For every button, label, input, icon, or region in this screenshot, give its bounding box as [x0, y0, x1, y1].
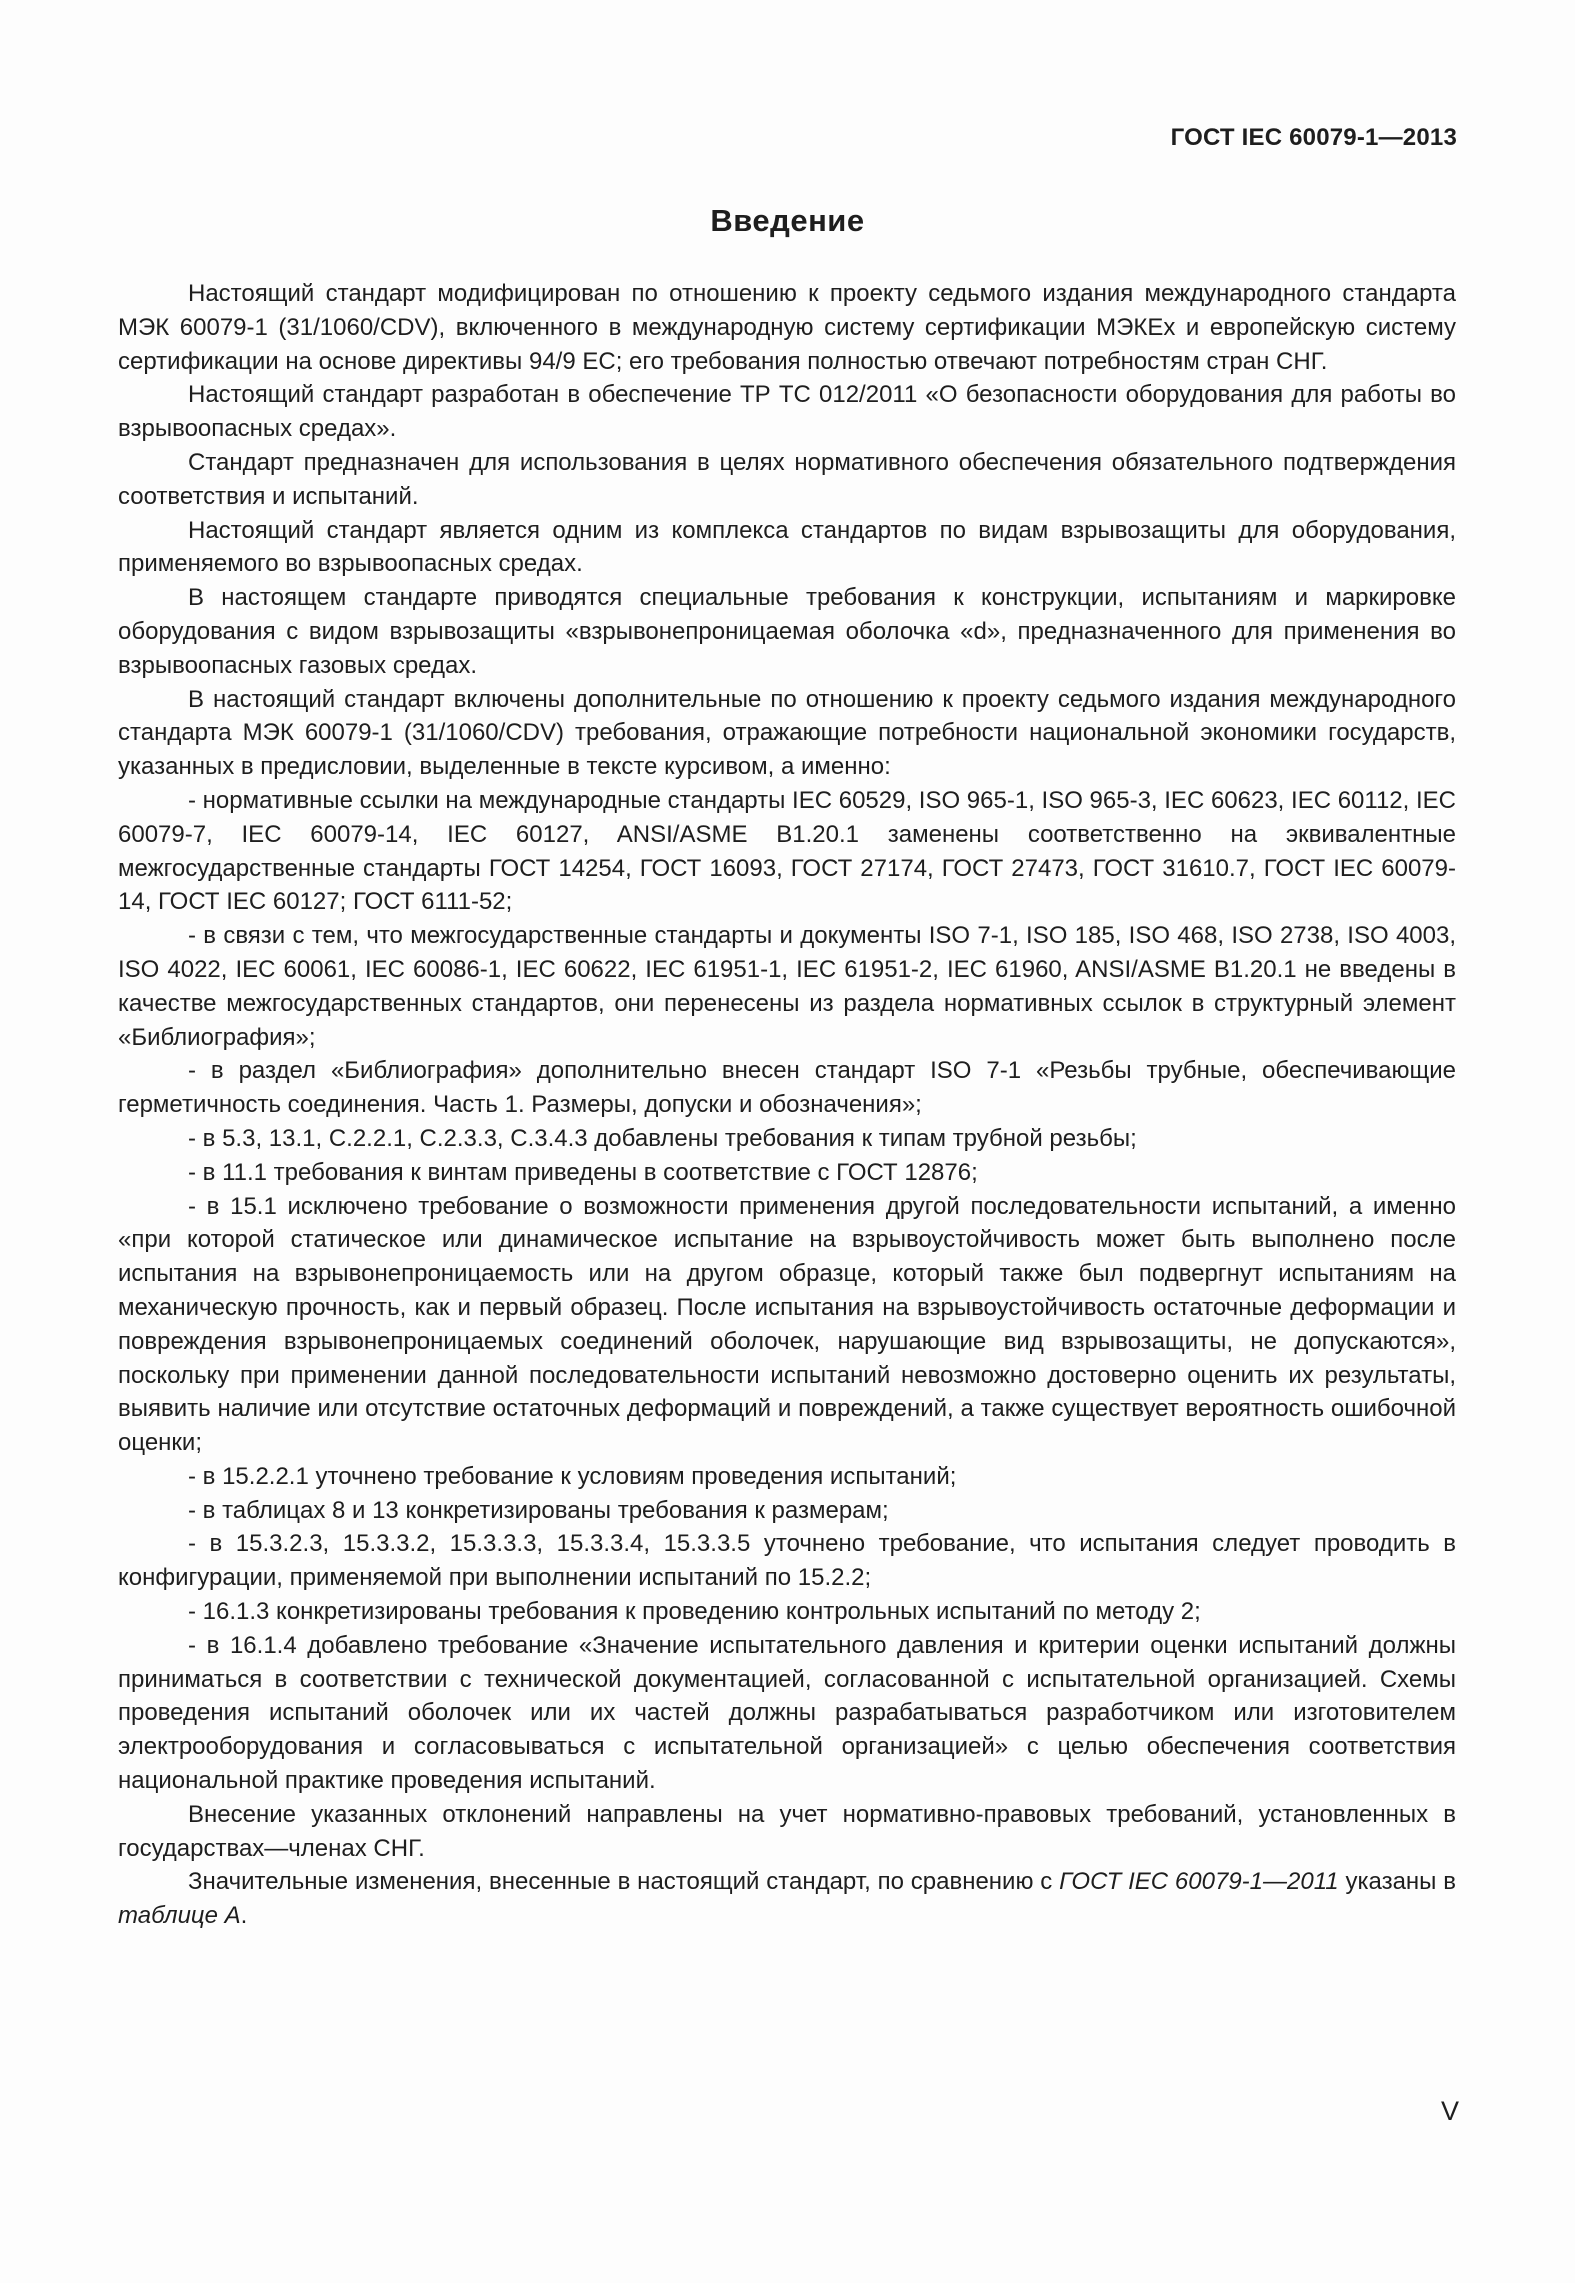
paragraph-changes — [118, 1865, 1456, 1933]
list-item: - в 15.2.2.1 уточнено требование к условиям проведения испытаний; — [188, 1462, 957, 1490]
page-number: V — [1440, 2096, 1459, 2126]
paragraph: В настоящий стандарт включены дополнительные по отношению к проекту седьмого издания международного стандарта МЭК 60079-1 (31/1060/CDV) требования, отражающие потребности национальной экономики государств, указанных в предисловии, выделенные в тексте курсивом, а именно: — [118, 685, 1456, 781]
list-item: - 16.1.3 конкретизированы требования к проведению контрольных испытаний по методу 2; — [188, 1598, 1201, 1626]
list-item: - в 15.3.2.3, 15.3.3.2, 15.3.3.3, 15.3.3.4, 15.3.3.5 уточнено требование, что испытания следует проводить в конфигурации, применяемой при выполнении испытаний по 15.2.2; — [118, 1530, 1456, 1592]
list-item: - в 11.1 требования к винтам приведены в соответствие с ГОСТ 12876; — [188, 1158, 978, 1186]
paragraph: Настоящий стандарт модифицирован по отношению к проекту седьмого издания международного стандарта МЭК 60079-1 (31/1060/CDV), включенного в международную систему сертификации МЭКЕх и европейскую систему сертификации на основе директивы 94/9 ЕС; его требования полностью отвечают потребностям стран СНГ. — [118, 280, 1456, 375]
changes-text-end: . — [240, 1902, 248, 1930]
paragraph: Внесение указанных отклонений направлены на учет нормативно-правовых требований, установленных в государствах—членах СНГ. — [118, 1800, 1456, 1862]
reference-standard: ГОСТ IEC 60079-1—2011 — [1059, 1868, 1339, 1896]
paragraph: Стандарт предназначен для использования в целях нормативного обеспечения обязательного подтверждения соответствия и испытаний. — [118, 448, 1456, 510]
paragraph: В настоящем стандарте приводятся специальные требования к конструкции, испытаниям и маркировке оборудования с видом взрывозащиты «взрывонепроницаемая оболочка «d», предназначенного для применения во взрывоопасных газовых средах. — [118, 584, 1456, 679]
reference-table: таблице А — [118, 1902, 241, 1930]
list-item: - в таблицах 8 и 13 конкретизированы требования к размерам; — [188, 1496, 889, 1524]
list-item: - в раздел «Библиография» дополнительно внесен стандарт ISO 7-1 «Резьбы трубные, обеспечивающие герметичность соединения. Часть 1. Размеры, допуски и обозначения»; — [118, 1057, 1456, 1119]
paragraph: Настоящий стандарт является одним из комплекса стандартов по видам взрывозащиты для оборудования, применяемого во взрывоопасных средах. — [118, 516, 1456, 578]
standard-code-header: ГОСТ IEC 60079-1—2013 — [1170, 124, 1457, 151]
changes-text-middle: указаны в — [1338, 1868, 1457, 1896]
page-title: Введение — [710, 203, 865, 238]
changes-text-start: Значительные изменения, внесенные в настоящий стандарт, по сравнению с — [188, 1868, 1060, 1896]
list-item: - в связи с тем, что межгосударственные стандарты и документы ISO 7-1, ISO 185, ISO 468, ISO 2738, ISO 4003, ISO 4022, IEC 60061, IEC 60086-1, IEC 60622, IEC 61951-1, IEC 61951-2, IEC 61960, ANSI/ASME B1.20.1 не введены в качестве межгосударственных стандартов, они перенесены из раздела нормативных ссылок в структурный элемент «Библиография»; — [118, 922, 1456, 1051]
list-item: - в 5.3, 13.1, С.2.2.1, С.2.3.3, С.3.4.3 добавлены требования к типам трубной резьбы; — [188, 1124, 1137, 1152]
paragraph: Настоящий стандарт разработан в обеспечение ТР ТС 012/2011 «О безопасности оборудования для работы во взрывоопасных средах». — [118, 381, 1456, 443]
list-item: - в 15.1 исключено требование о возможности применения другой последовательности испытаний, а именно «при которой статическое или динамическое испытание на взрывоустойчивость может быть выполнено после испытания на взрывонепроницаемость или на другом образце, который также был подвергнут испытаниям на механическую прочность, как и первый образец. После испытания на взрывоустойчивость остаточные деформации и повреждения взрывонепроницаемых соединений оболочек, нарушающие вид взрывозащиты, не допускаются», поскольку при применении данной последовательности испытаний невозможно достоверно оценить их результаты, выявить наличие или отсутствие остаточных деформаций и повреждений, а также существует вероятность ошибочной оценки; — [118, 1192, 1456, 1457]
list-item: - нормативные ссылки на международные стандарты IEC 60529, ISO 965-1, ISO 965-3, IEC 60623, IEC 60112, IEC 60079-7, IEC 60079-14, IEC 60127, ANSI/ASME B1.20.1 заменены соответственно на эквивалентные межгосударственные стандарты ГОСТ 14254, ГОСТ 16093, ГОСТ 27174, ГОСТ 27473, ГОСТ 31610.7, ГОСТ IEC 60079-14, ГОСТ IEC 60127; ГОСТ 6111-52; — [118, 786, 1456, 916]
list-item: - в 16.1.4 добавлено требование «Значение испытательного давления и критерии оценки испытаний должны приниматься в соответствии с технической документацией, согласованной с испытательной организацией. Схемы проведения испытаний оболочек или их частей должны разрабатываться разработчиком или изготовителем электрооборудования и согласовываться с испытательной организацией» с целью обеспечения соответствия национальной практике проведения испытаний. — [118, 1631, 1456, 1795]
document-body — [118, 277, 1456, 1933]
